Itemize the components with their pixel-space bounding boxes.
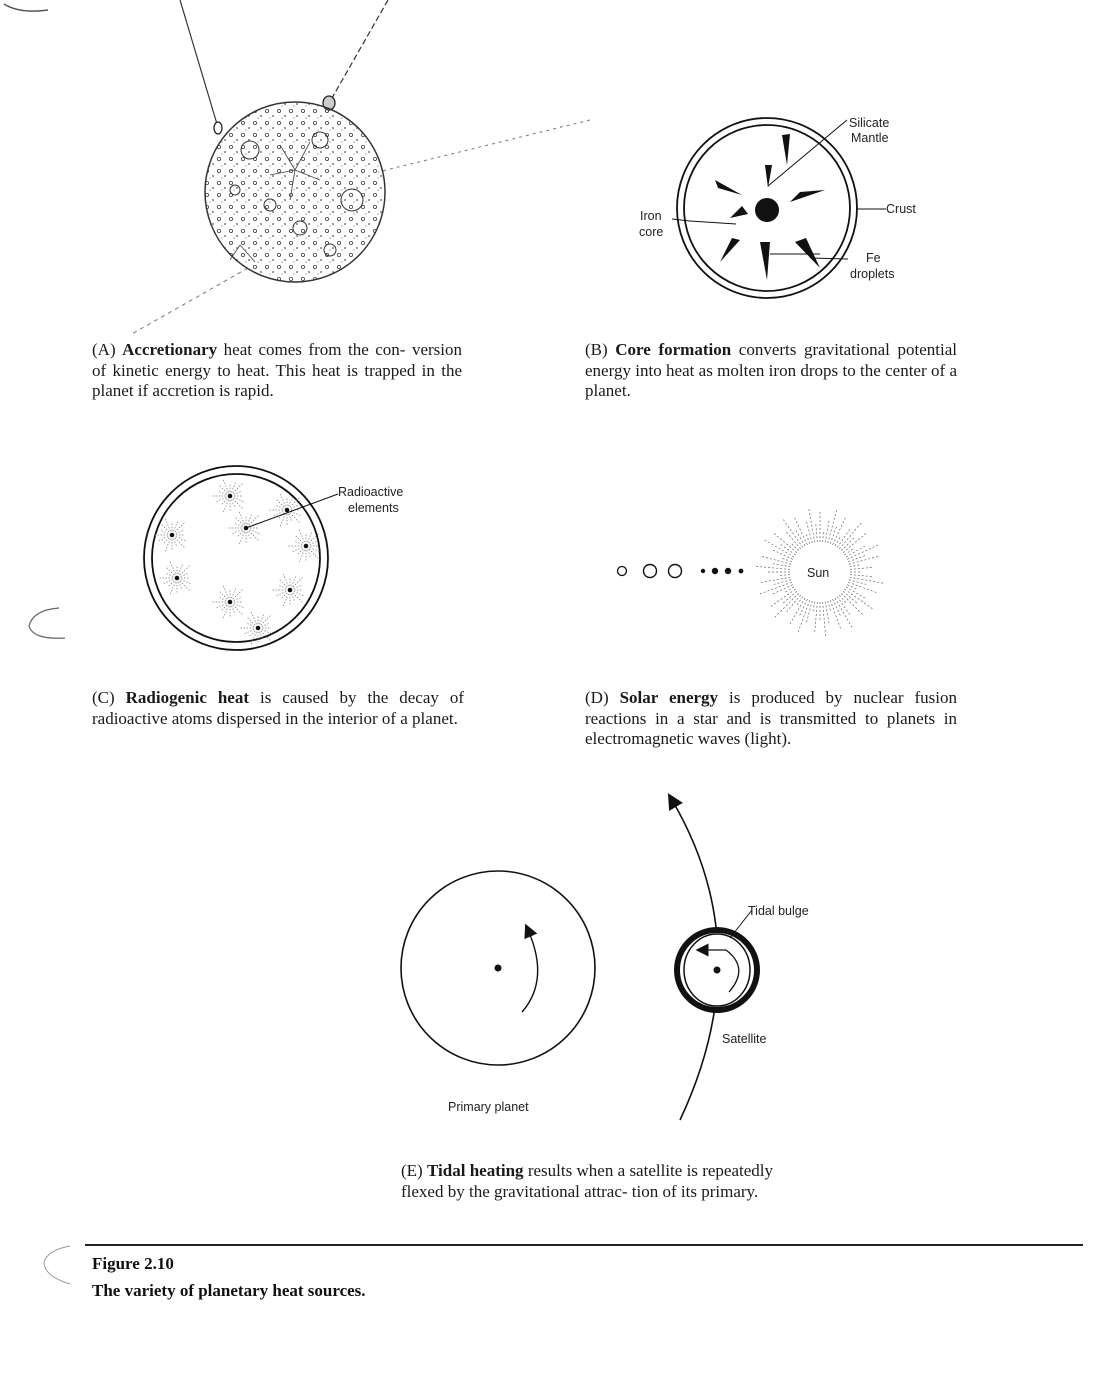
label-radioactive: Radioactive (338, 485, 404, 499)
radioactive-atom (288, 529, 320, 562)
core-formation-diagram (630, 110, 930, 310)
radioactive-atom (272, 573, 304, 606)
caption-a: (A) Accretionary heat comes from the con- version of kinetic energy to heat. This heat is trapped in the planet if accretion is rapid. (92, 340, 463, 400)
label-sun: Sun (807, 566, 830, 580)
term-core-formation: Core formation (615, 340, 732, 359)
term-radiogenic: Radiogenic heat (125, 688, 250, 707)
term-solar-energy: Solar energy (619, 688, 719, 707)
solar-diagram (600, 500, 900, 660)
label-crust: Crust (886, 202, 916, 216)
iron-core (755, 198, 779, 222)
caption-c: (C) Radiogenic heat is caused by the decay of radioactive atoms dispersed in the interior of a planet. (92, 688, 464, 728)
label-tidal-bulge: Tidal bulge (748, 904, 809, 918)
caption-b: (B) Core formation converts gravitational potential energy into heat as molten iron drops to the center of a planet. (585, 340, 957, 400)
caption-e: (E) Tidal heating results when a satellite is repeatedly flexed by the gravitational attrac- tion of its primary. (401, 1161, 773, 1201)
label-elements: elements (348, 501, 399, 515)
radioactive-atom (212, 479, 244, 512)
satellite (677, 910, 757, 1010)
label-mantle: Mantle (851, 131, 889, 145)
accretion-diagram (120, 0, 600, 340)
label-silicate: Silicate (849, 116, 890, 130)
label-fe: Fe (866, 251, 881, 265)
margin-mark-middle (15, 600, 75, 650)
margin-mark-top (0, 0, 60, 30)
planets (618, 565, 744, 578)
label-droplets: droplets (850, 267, 895, 281)
caption-d: (D) Solar energy is produced by nuclear fusion reactions in a star and is transmitted to planets in electromagnetic waves (light). (585, 688, 957, 748)
term-tidal-heating: Tidal heating (427, 1161, 524, 1180)
radioactive-atom (228, 511, 260, 544)
radiogenic-diagram (140, 460, 440, 660)
figure-title: The variety of planetary heat sources. (92, 1281, 366, 1300)
term-accretionary: Accretionary (122, 340, 218, 359)
label-core: core (639, 225, 664, 239)
margin-mark-bottom (30, 1240, 80, 1290)
label-primary-planet: Primary planet (448, 1100, 529, 1114)
radioactive-atom (212, 585, 244, 618)
tidal-diagram (390, 790, 850, 1130)
caption-rule (85, 1244, 1083, 1246)
radioactive-atom (159, 561, 191, 594)
label-satellite: Satellite (722, 1032, 767, 1046)
label-iron: Iron (640, 209, 662, 223)
figure-number: Figure 2.10 (92, 1254, 174, 1273)
